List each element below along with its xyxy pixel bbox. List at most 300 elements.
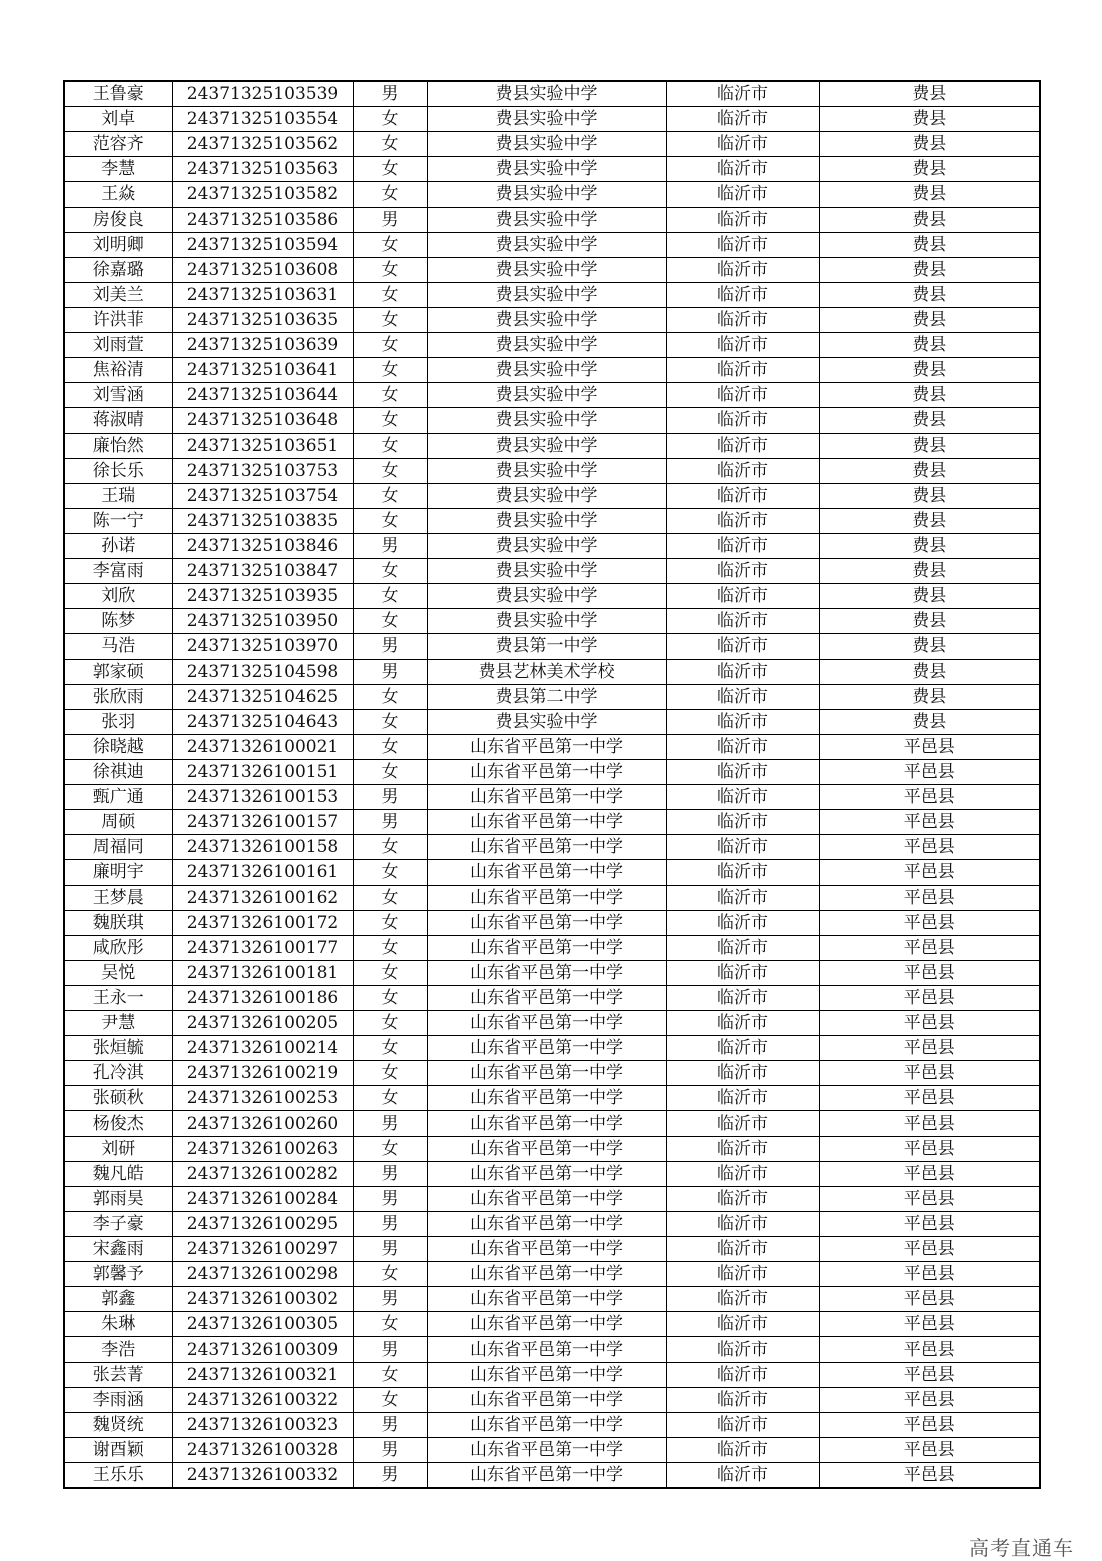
table-row <box>64 1211 1040 1236</box>
county-cell: 平邑县 <box>819 1362 1040 1387</box>
name-cell: 李子豪 <box>64 1211 172 1236</box>
gender-cell: 女 <box>353 684 427 709</box>
school-cell: 山东省平邑第一中学 <box>427 810 666 835</box>
county-cell: 平邑县 <box>819 759 1040 784</box>
school-cell: 费县实验中学 <box>427 609 666 634</box>
name-cell: 许洪菲 <box>64 307 172 332</box>
exam-number-cell: 24371326100282 <box>172 1161 353 1186</box>
school-cell: 山东省平邑第一中学 <box>427 1036 666 1061</box>
city-cell: 临沂市 <box>666 182 819 207</box>
table-row <box>64 458 1040 483</box>
name-cell: 王焱 <box>64 182 172 207</box>
school-cell: 山东省平邑第一中学 <box>427 910 666 935</box>
name-cell: 郭家硕 <box>64 659 172 684</box>
school-cell: 山东省平邑第一中学 <box>427 1186 666 1211</box>
county-cell: 平邑县 <box>819 1237 1040 1262</box>
table-row <box>64 1011 1040 1036</box>
exam-number-cell: 24371325104625 <box>172 684 353 709</box>
county-cell: 平邑县 <box>819 1262 1040 1287</box>
city-cell: 临沂市 <box>666 157 819 182</box>
gender-cell: 男 <box>353 1287 427 1312</box>
city-cell: 临沂市 <box>666 307 819 332</box>
exam-number-cell: 24371325103608 <box>172 257 353 282</box>
gender-cell: 女 <box>353 157 427 182</box>
name-cell: 张欣雨 <box>64 684 172 709</box>
school-cell: 费县实验中学 <box>427 584 666 609</box>
table-row <box>64 1111 1040 1136</box>
city-cell: 临沂市 <box>666 257 819 282</box>
county-cell: 费县 <box>819 182 1040 207</box>
table-row <box>64 1337 1040 1362</box>
school-cell: 山东省平邑第一中学 <box>427 1337 666 1362</box>
exam-number-cell: 24371326100323 <box>172 1412 353 1437</box>
table-row <box>64 358 1040 383</box>
city-cell: 临沂市 <box>666 985 819 1010</box>
exam-number-cell: 24371326100263 <box>172 1136 353 1161</box>
name-cell: 周硕 <box>64 810 172 835</box>
name-cell: 张烜毓 <box>64 1036 172 1061</box>
gender-cell: 女 <box>353 1362 427 1387</box>
exam-number-cell: 24371325103970 <box>172 634 353 659</box>
exam-number-cell: 24371326100161 <box>172 860 353 885</box>
table-row <box>64 1437 1040 1462</box>
exam-number-cell: 24371326100214 <box>172 1036 353 1061</box>
county-cell: 平邑县 <box>819 1312 1040 1337</box>
county-cell: 平邑县 <box>819 860 1040 885</box>
city-cell: 临沂市 <box>666 860 819 885</box>
gender-cell: 男 <box>353 1437 427 1462</box>
exam-number-cell: 24371325103563 <box>172 157 353 182</box>
city-cell: 临沂市 <box>666 559 819 584</box>
city-cell: 临沂市 <box>666 533 819 558</box>
name-cell: 刘美兰 <box>64 282 172 307</box>
exam-number-cell: 24371326100253 <box>172 1086 353 1111</box>
county-cell: 费县 <box>819 358 1040 383</box>
gender-cell: 男 <box>353 81 427 107</box>
exam-number-cell: 24371325103586 <box>172 207 353 232</box>
county-cell: 平邑县 <box>819 1061 1040 1086</box>
city-cell: 临沂市 <box>666 684 819 709</box>
gender-cell: 男 <box>353 1337 427 1362</box>
city-cell: 临沂市 <box>666 709 819 734</box>
name-cell: 徐长乐 <box>64 458 172 483</box>
city-cell: 临沂市 <box>666 1036 819 1061</box>
exam-number-cell: 24371326100157 <box>172 810 353 835</box>
city-cell: 临沂市 <box>666 1412 819 1437</box>
school-cell: 费县实验中学 <box>427 458 666 483</box>
table-row <box>64 1287 1040 1312</box>
gender-cell: 女 <box>353 232 427 257</box>
table-row <box>64 232 1040 257</box>
exam-number-cell: 24371326100151 <box>172 759 353 784</box>
name-cell: 刘研 <box>64 1136 172 1161</box>
name-cell: 周福同 <box>64 835 172 860</box>
city-cell: 临沂市 <box>666 1136 819 1161</box>
exam-number-cell: 24371325104643 <box>172 709 353 734</box>
exam-number-cell: 24371325103539 <box>172 81 353 107</box>
name-cell: 刘卓 <box>64 107 172 132</box>
school-cell: 山东省平邑第一中学 <box>427 1111 666 1136</box>
county-cell: 平邑县 <box>819 1111 1040 1136</box>
name-cell: 魏贤统 <box>64 1412 172 1437</box>
gender-cell: 男 <box>353 1161 427 1186</box>
city-cell: 临沂市 <box>666 1387 819 1412</box>
school-cell: 山东省平邑第一中学 <box>427 1437 666 1462</box>
gender-cell: 女 <box>353 257 427 282</box>
table-row <box>64 408 1040 433</box>
county-cell: 费县 <box>819 383 1040 408</box>
county-cell: 平邑县 <box>819 734 1040 759</box>
school-cell: 费县实验中学 <box>427 408 666 433</box>
name-cell: 徐晓越 <box>64 734 172 759</box>
gender-cell: 男 <box>353 785 427 810</box>
county-cell: 费县 <box>819 508 1040 533</box>
city-cell: 临沂市 <box>666 1287 819 1312</box>
exam-number-cell: 24371325103753 <box>172 458 353 483</box>
table-row <box>64 207 1040 232</box>
table-row <box>64 860 1040 885</box>
county-cell: 费县 <box>819 659 1040 684</box>
name-cell: 李富雨 <box>64 559 172 584</box>
name-cell: 李浩 <box>64 1337 172 1362</box>
table-row <box>64 1036 1040 1061</box>
city-cell: 临沂市 <box>666 1211 819 1236</box>
table-row <box>64 1237 1040 1262</box>
city-cell: 临沂市 <box>666 584 819 609</box>
city-cell: 临沂市 <box>666 81 819 107</box>
gender-cell: 女 <box>353 759 427 784</box>
name-cell: 宋鑫雨 <box>64 1237 172 1262</box>
school-cell: 费县实验中学 <box>427 433 666 458</box>
city-cell: 临沂市 <box>666 333 819 358</box>
gender-cell: 男 <box>353 207 427 232</box>
gender-cell: 女 <box>353 1136 427 1161</box>
name-cell: 房俊良 <box>64 207 172 232</box>
watermark-text: 高考直通车 <box>969 1536 1074 1560</box>
city-cell: 临沂市 <box>666 107 819 132</box>
gender-cell: 女 <box>353 458 427 483</box>
school-cell: 费县实验中学 <box>427 559 666 584</box>
exam-number-cell: 24371325104598 <box>172 659 353 684</box>
name-cell: 李慧 <box>64 157 172 182</box>
city-cell: 临沂市 <box>666 1337 819 1362</box>
gender-cell: 女 <box>353 383 427 408</box>
city-cell: 临沂市 <box>666 785 819 810</box>
city-cell: 临沂市 <box>666 483 819 508</box>
exam-number-cell: 24371326100021 <box>172 734 353 759</box>
school-cell: 费县实验中学 <box>427 132 666 157</box>
city-cell: 临沂市 <box>666 358 819 383</box>
school-cell: 山东省平邑第一中学 <box>427 1161 666 1186</box>
school-cell: 山东省平邑第一中学 <box>427 1463 666 1489</box>
county-cell: 平邑县 <box>819 1011 1040 1036</box>
exam-number-cell: 24371325103631 <box>172 282 353 307</box>
city-cell: 临沂市 <box>666 1186 819 1211</box>
city-cell: 临沂市 <box>666 1312 819 1337</box>
name-cell: 朱琳 <box>64 1312 172 1337</box>
table-row <box>64 1136 1040 1161</box>
name-cell: 尹慧 <box>64 1011 172 1036</box>
gender-cell: 女 <box>353 910 427 935</box>
table-row <box>64 785 1040 810</box>
name-cell: 甄广通 <box>64 785 172 810</box>
exam-number-cell: 24371325103594 <box>172 232 353 257</box>
county-cell: 费县 <box>819 307 1040 332</box>
table-body <box>64 81 1040 1488</box>
exam-number-cell: 24371325103651 <box>172 433 353 458</box>
school-cell: 费县实验中学 <box>427 182 666 207</box>
gender-cell: 女 <box>353 333 427 358</box>
exam-number-cell: 24371325103648 <box>172 408 353 433</box>
table-row <box>64 1412 1040 1437</box>
gender-cell: 女 <box>353 835 427 860</box>
school-cell: 山东省平邑第一中学 <box>427 1387 666 1412</box>
exam-number-cell: 24371326100205 <box>172 1011 353 1036</box>
exam-number-cell: 24371325103554 <box>172 107 353 132</box>
city-cell: 临沂市 <box>666 1011 819 1036</box>
name-cell: 刘明卿 <box>64 232 172 257</box>
school-cell: 费县第二中学 <box>427 684 666 709</box>
city-cell: 临沂市 <box>666 458 819 483</box>
table-row <box>64 960 1040 985</box>
school-cell: 山东省平邑第一中学 <box>427 1061 666 1086</box>
school-cell: 山东省平邑第一中学 <box>427 985 666 1010</box>
city-cell: 临沂市 <box>666 885 819 910</box>
city-cell: 临沂市 <box>666 1086 819 1111</box>
county-cell: 费县 <box>819 107 1040 132</box>
exam-number-cell: 24371325103754 <box>172 483 353 508</box>
county-cell: 费县 <box>819 458 1040 483</box>
table-row <box>64 835 1040 860</box>
exam-number-cell: 24371325103846 <box>172 533 353 558</box>
gender-cell: 女 <box>353 508 427 533</box>
gender-cell: 女 <box>353 609 427 634</box>
table-row <box>64 1463 1040 1489</box>
exam-number-cell: 24371326100186 <box>172 985 353 1010</box>
name-cell: 王永一 <box>64 985 172 1010</box>
gender-cell: 女 <box>353 282 427 307</box>
school-cell: 费县实验中学 <box>427 81 666 107</box>
name-cell: 廉怡然 <box>64 433 172 458</box>
city-cell: 临沂市 <box>666 960 819 985</box>
table-row <box>64 684 1040 709</box>
school-cell: 山东省平邑第一中学 <box>427 935 666 960</box>
gender-cell: 女 <box>353 1036 427 1061</box>
exam-number-cell: 24371326100153 <box>172 785 353 810</box>
city-cell: 临沂市 <box>666 935 819 960</box>
name-cell: 陈梦 <box>64 609 172 634</box>
name-cell: 孙诺 <box>64 533 172 558</box>
city-cell: 临沂市 <box>666 759 819 784</box>
exam-number-cell: 24371326100297 <box>172 1237 353 1262</box>
gender-cell: 女 <box>353 433 427 458</box>
exam-number-cell: 24371326100295 <box>172 1211 353 1236</box>
name-cell: 郭鑫 <box>64 1287 172 1312</box>
table-row <box>64 734 1040 759</box>
city-cell: 临沂市 <box>666 1161 819 1186</box>
school-cell: 山东省平邑第一中学 <box>427 835 666 860</box>
table-row <box>64 885 1040 910</box>
city-cell: 临沂市 <box>666 132 819 157</box>
exam-number-cell: 24371325103582 <box>172 182 353 207</box>
school-cell: 山东省平邑第一中学 <box>427 1011 666 1036</box>
name-cell: 刘欣 <box>64 584 172 609</box>
gender-cell: 女 <box>353 307 427 332</box>
table-row <box>64 182 1040 207</box>
city-cell: 临沂市 <box>666 1111 819 1136</box>
exam-number-cell: 24371326100219 <box>172 1061 353 1086</box>
county-cell: 平邑县 <box>819 985 1040 1010</box>
gender-cell: 女 <box>353 1312 427 1337</box>
city-cell: 临沂市 <box>666 1237 819 1262</box>
table-row <box>64 935 1040 960</box>
gender-cell: 男 <box>353 1237 427 1262</box>
school-cell: 山东省平邑第一中学 <box>427 1262 666 1287</box>
gender-cell: 男 <box>353 1211 427 1236</box>
name-cell: 刘雨萱 <box>64 333 172 358</box>
gender-cell: 女 <box>353 584 427 609</box>
school-cell: 费县艺林美术学校 <box>427 659 666 684</box>
name-cell: 张羽 <box>64 709 172 734</box>
exam-number-cell: 24371326100322 <box>172 1387 353 1412</box>
county-cell: 费县 <box>819 684 1040 709</box>
table-row <box>64 985 1040 1010</box>
county-cell: 平邑县 <box>819 1412 1040 1437</box>
county-cell: 费县 <box>819 584 1040 609</box>
gender-cell: 女 <box>353 1387 427 1412</box>
table-row <box>64 584 1040 609</box>
name-cell: 王乐乐 <box>64 1463 172 1489</box>
school-cell: 山东省平邑第一中学 <box>427 1312 666 1337</box>
county-cell: 费县 <box>819 609 1040 634</box>
school-cell: 山东省平邑第一中学 <box>427 1136 666 1161</box>
school-cell: 费县第一中学 <box>427 634 666 659</box>
name-cell: 吴悦 <box>64 960 172 985</box>
school-cell: 山东省平邑第一中学 <box>427 759 666 784</box>
table-row <box>64 307 1040 332</box>
exam-number-cell: 24371325103935 <box>172 584 353 609</box>
school-cell: 山东省平邑第一中学 <box>427 1287 666 1312</box>
name-cell: 廉明宇 <box>64 860 172 885</box>
name-cell: 马浩 <box>64 634 172 659</box>
gender-cell: 女 <box>353 408 427 433</box>
county-cell: 平邑县 <box>819 960 1040 985</box>
city-cell: 临沂市 <box>666 1362 819 1387</box>
city-cell: 临沂市 <box>666 383 819 408</box>
city-cell: 临沂市 <box>666 433 819 458</box>
city-cell: 临沂市 <box>666 1463 819 1489</box>
gender-cell: 女 <box>353 1061 427 1086</box>
city-cell: 临沂市 <box>666 659 819 684</box>
school-cell: 山东省平邑第一中学 <box>427 960 666 985</box>
table-row <box>64 709 1040 734</box>
county-cell: 费县 <box>819 81 1040 107</box>
gender-cell: 男 <box>353 1186 427 1211</box>
exam-number-cell: 24371325103639 <box>172 333 353 358</box>
school-cell: 费县实验中学 <box>427 483 666 508</box>
city-cell: 临沂市 <box>666 408 819 433</box>
table-row <box>64 1186 1040 1211</box>
county-cell: 平邑县 <box>819 910 1040 935</box>
exam-number-cell: 24371326100298 <box>172 1262 353 1287</box>
city-cell: 临沂市 <box>666 1262 819 1287</box>
city-cell: 临沂市 <box>666 282 819 307</box>
name-cell: 焦裕清 <box>64 358 172 383</box>
county-cell: 费县 <box>819 333 1040 358</box>
school-cell: 山东省平邑第一中学 <box>427 1211 666 1236</box>
exam-number-cell: 24371325103644 <box>172 383 353 408</box>
name-cell: 王梦晨 <box>64 885 172 910</box>
county-cell: 费县 <box>819 207 1040 232</box>
table-row <box>64 1161 1040 1186</box>
county-cell: 平邑县 <box>819 1161 1040 1186</box>
gender-cell: 男 <box>353 634 427 659</box>
school-cell: 费县实验中学 <box>427 508 666 533</box>
table-row <box>64 333 1040 358</box>
county-cell: 平邑县 <box>819 1136 1040 1161</box>
city-cell: 临沂市 <box>666 207 819 232</box>
exam-number-cell: 24371325103950 <box>172 609 353 634</box>
county-cell: 平邑县 <box>819 1186 1040 1211</box>
exam-number-cell: 24371325103635 <box>172 307 353 332</box>
exam-number-cell: 24371326100321 <box>172 1362 353 1387</box>
county-cell: 平邑县 <box>819 935 1040 960</box>
gender-cell: 男 <box>353 1412 427 1437</box>
table-row <box>64 910 1040 935</box>
county-cell: 费县 <box>819 132 1040 157</box>
name-cell: 徐嘉璐 <box>64 257 172 282</box>
table-row <box>64 483 1040 508</box>
name-cell: 郭雨昊 <box>64 1186 172 1211</box>
school-cell: 费县实验中学 <box>427 358 666 383</box>
exam-number-cell: 24371325103562 <box>172 132 353 157</box>
gender-cell: 女 <box>353 885 427 910</box>
exam-number-cell: 24371326100172 <box>172 910 353 935</box>
city-cell: 临沂市 <box>666 508 819 533</box>
gender-cell: 女 <box>353 132 427 157</box>
gender-cell: 女 <box>353 559 427 584</box>
table-row <box>64 383 1040 408</box>
gender-cell: 女 <box>353 734 427 759</box>
school-cell: 费县实验中学 <box>427 383 666 408</box>
gender-cell: 女 <box>353 1011 427 1036</box>
county-cell: 平邑县 <box>819 785 1040 810</box>
city-cell: 临沂市 <box>666 609 819 634</box>
gender-cell: 女 <box>353 960 427 985</box>
exam-number-cell: 24371326100177 <box>172 935 353 960</box>
city-cell: 临沂市 <box>666 1437 819 1462</box>
table-row <box>64 1387 1040 1412</box>
county-cell: 平邑县 <box>819 1437 1040 1462</box>
county-cell: 费县 <box>819 408 1040 433</box>
table-row <box>64 634 1040 659</box>
county-cell: 平邑县 <box>819 885 1040 910</box>
school-cell: 费县实验中学 <box>427 107 666 132</box>
gender-cell: 女 <box>353 1086 427 1111</box>
table-row <box>64 1061 1040 1086</box>
table-row <box>64 81 1040 107</box>
school-cell: 山东省平邑第一中学 <box>427 785 666 810</box>
school-cell: 山东省平邑第一中学 <box>427 860 666 885</box>
table-row <box>64 107 1040 132</box>
county-cell: 费县 <box>819 709 1040 734</box>
exam-number-cell: 24371326100162 <box>172 885 353 910</box>
table-row <box>64 810 1040 835</box>
school-cell: 费县实验中学 <box>427 157 666 182</box>
school-cell: 山东省平邑第一中学 <box>427 1086 666 1111</box>
name-cell: 魏朕琪 <box>64 910 172 935</box>
exam-number-cell: 24371326100284 <box>172 1186 353 1211</box>
